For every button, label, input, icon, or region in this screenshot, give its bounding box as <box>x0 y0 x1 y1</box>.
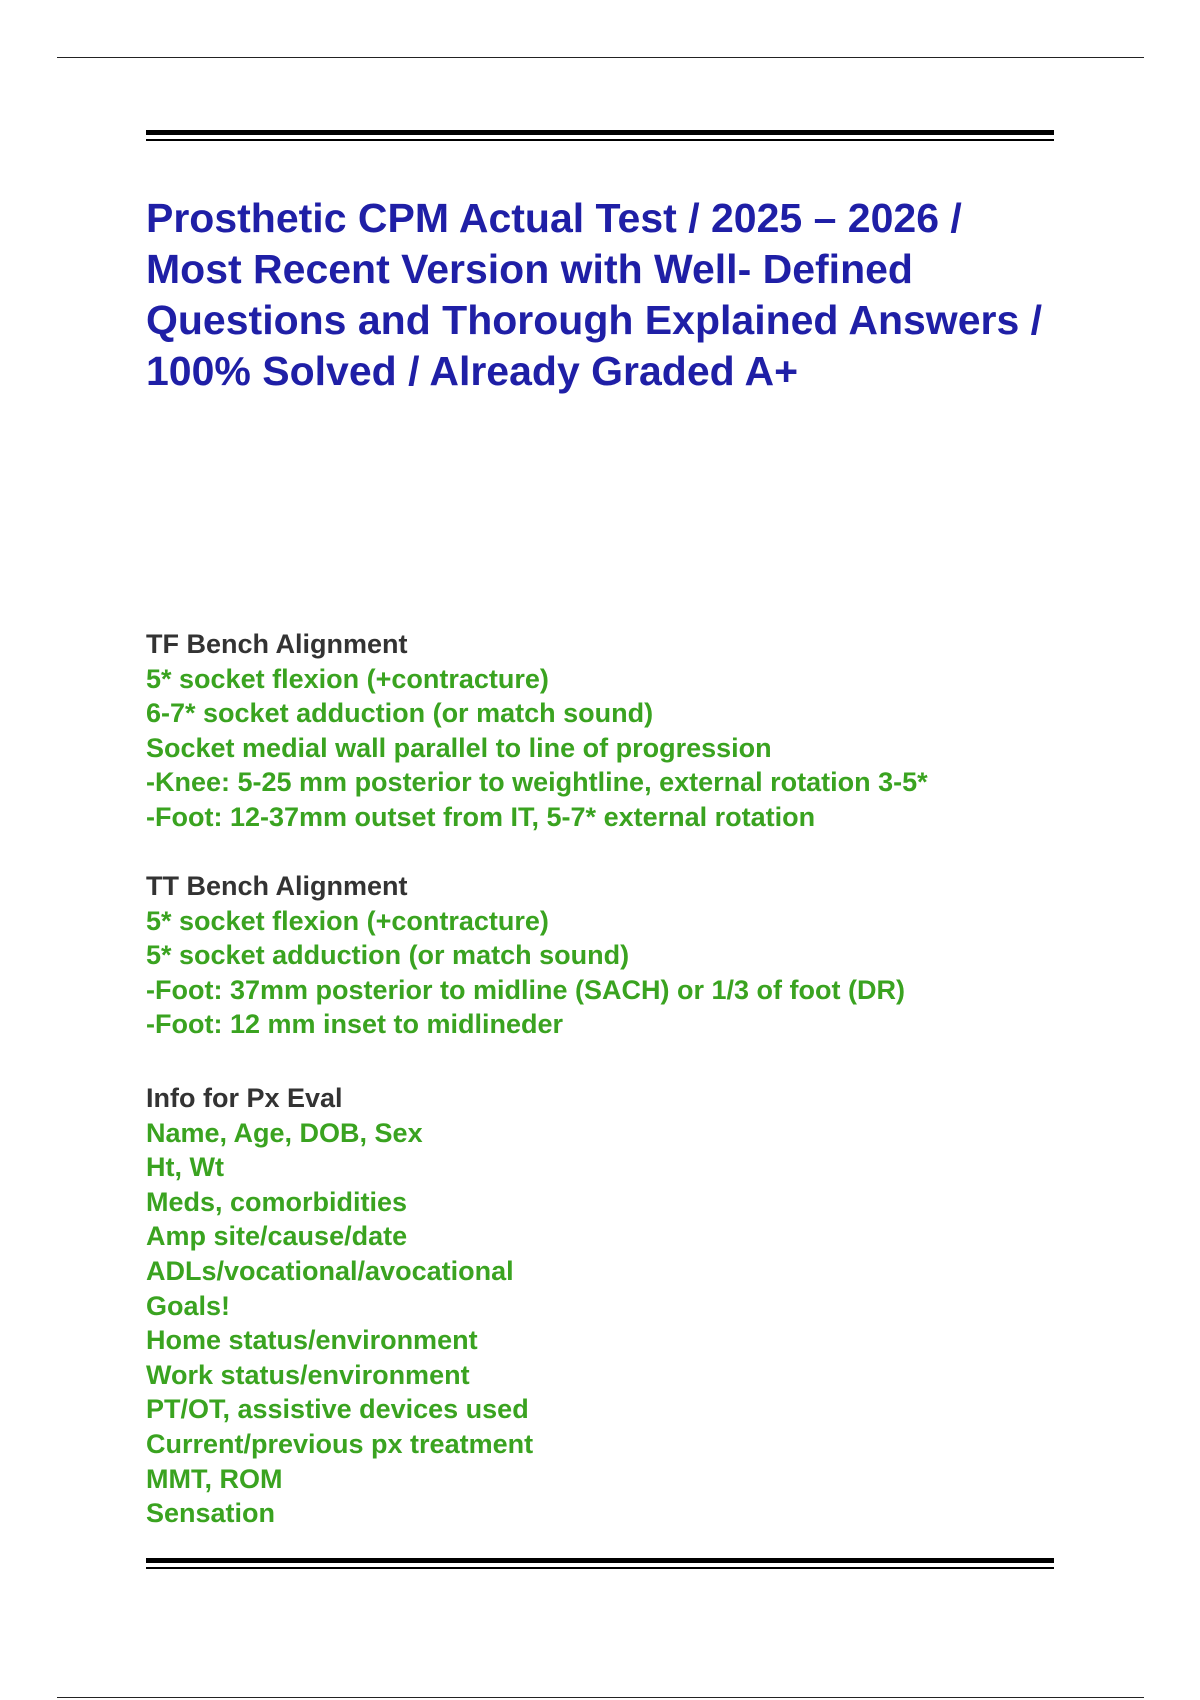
answer-line: Name, Age, DOB, Sex <box>146 1117 423 1148</box>
answer-line: ADLs/vocational/avocational <box>146 1255 514 1286</box>
answer-line: 5* socket flexion (+contracture) <box>146 663 549 694</box>
answer-line: -Foot: 12 mm inset to midlineder <box>146 1009 564 1040</box>
answer-line: Goals! <box>146 1290 231 1321</box>
page-top-rule <box>57 57 1144 58</box>
section-tt-bench-alignment <box>146 869 1046 1042</box>
answer-line: Work status/environment <box>146 1359 470 1390</box>
section-tf-bench-alignment <box>146 627 1046 835</box>
answer-line: 6-7* socket adduction (or match sound) <box>146 698 654 729</box>
answer-line: 5* socket flexion (+contracture) <box>146 905 549 936</box>
answer-line: -Knee: 5-25 mm posterior to weightline, external rotation 3-5* <box>146 767 928 798</box>
section-heading: Info for Px Eval <box>146 1083 343 1113</box>
answer-line: PT/OT, assistive devices used <box>146 1394 529 1425</box>
answer-line: -Foot: 37mm posterior to midline (SACH) or 1/3 of foot (DR) <box>146 974 905 1005</box>
answer-line: -Foot: 12-37mm outset from IT, 5-7* external rotation <box>146 801 816 832</box>
section-info-for-px-eval <box>146 1081 1046 1531</box>
answer-list <box>146 904 1046 1042</box>
answer-line: Current/previous px treatment <box>146 1428 534 1459</box>
title-top-double-rule <box>146 130 1054 141</box>
answer-line: Sensation <box>146 1498 276 1529</box>
footer-double-rule <box>146 1558 1054 1569</box>
document-title: Prosthetic CPM Actual Test / 2025 – 2026 / Most Recent Version with Well- Defined Questions and Thorough Explained Answers / 100% Solved / Already Graded A+ <box>146 195 1043 394</box>
section-heading: TF Bench Alignment <box>146 629 408 659</box>
answer-line: Home status/environment <box>146 1325 478 1356</box>
answer-line: Meds, comorbidities <box>146 1186 408 1217</box>
answer-line: Ht, Wt <box>146 1152 224 1183</box>
answer-line: Amp site/cause/date <box>146 1221 408 1252</box>
answer-line: MMT, ROM <box>146 1463 283 1494</box>
answer-list <box>146 1116 1046 1531</box>
answer-list <box>146 662 1046 835</box>
section-heading: TT Bench Alignment <box>146 871 408 901</box>
page-bottom-rule <box>57 1697 1144 1698</box>
answer-line: 5* socket adduction (or match sound) <box>146 940 630 971</box>
answer-line: Socket medial wall parallel to line of progression <box>146 732 772 763</box>
